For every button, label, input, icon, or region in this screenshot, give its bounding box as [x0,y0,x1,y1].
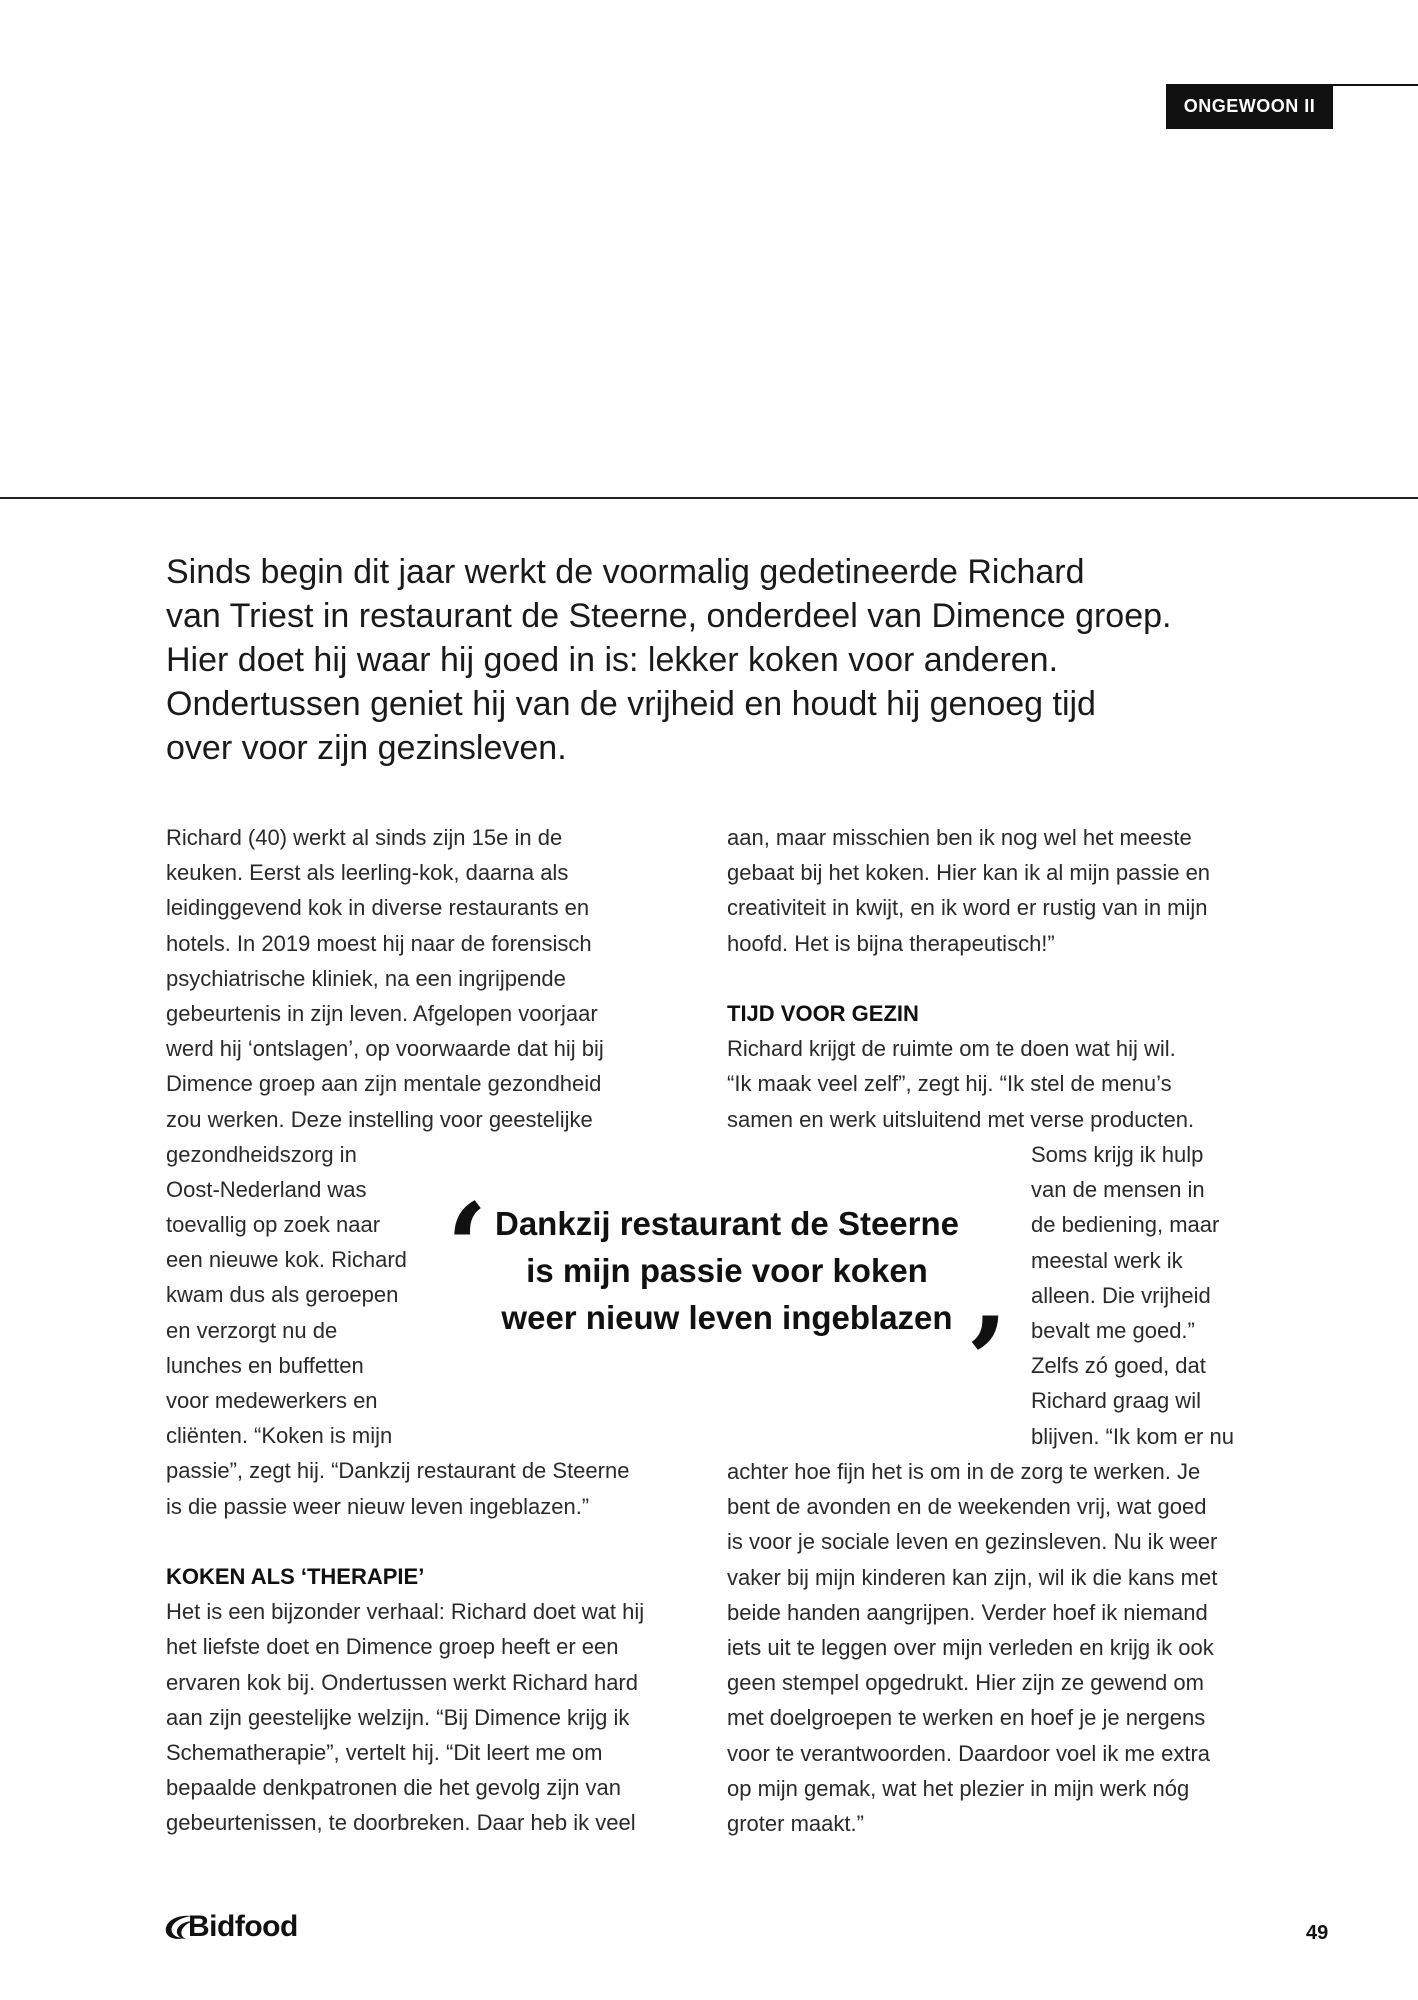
pull-quote-line: is mijn passie voor koken [526,1252,928,1289]
body-line: van de mensen in [1031,1177,1205,1203]
right-column-bottom [727,1454,1217,1841]
body-line: gebaat bij het koken. Hier kan ik al mijn passie en [727,860,1211,886]
right-column-side [1031,1137,1234,1454]
body-line: Richard (40) werkt al sinds zijn 15e in de [166,825,563,850]
body-line: de bediening, maar [1031,1212,1220,1238]
body-line: kwam dus als geroepen [166,1282,399,1308]
body-line: “Ik maak veel zelf”, zegt hij. “Ik stel de menu’s [727,1071,1172,1097]
body-line: keuken. Eerst als leerling-kok, daarna als [166,860,569,886]
right-column-top [727,820,1210,1137]
body-line: samen en werk uitsluitend met verse producten. [727,1106,1195,1132]
body-line: Dimence groep aan zijn mentale gezondheid [166,1071,602,1097]
body-line: toevallig op zoek naar [166,1212,381,1238]
body-line: cliënten. “Koken is mijn [166,1423,393,1449]
pull-quote [448,1200,1006,1341]
body-line: bevalt me goed.” [1031,1317,1195,1343]
intro-line: Sinds begin dit jaar werkt de voormalig gedetineerde Richard [166,553,1085,591]
body-line: creativiteit in kwijt, en ik word er rustig van in mijn [727,895,1208,921]
page-number: 49 [1306,1922,1329,1944]
body-line: Richard graag wil [1031,1388,1201,1414]
logo-text: Bidfood [188,1910,298,1943]
body-line: gebeurtenis in zijn leven. Afgelopen voorjaar [166,1000,598,1026]
body-line: is voor je sociale leven en gezinsleven. Nu ik weer [727,1529,1218,1555]
bidfood-logo [162,1910,298,1944]
body-line: meestal werk ik [1031,1247,1183,1273]
body-line: hoofd. Het is bijna therapeutisch!” [727,930,1055,956]
close-quote-mark: ’ [966,1291,1008,1432]
pull-quote-line: Dankzij restaurant de Steerne [495,1205,959,1242]
intro-line: van Triest in restaurant de Steerne, onderdeel van Dimence groep. [166,597,1172,635]
body-line: alleen. Die vrijheid [1031,1282,1211,1308]
body-line: gebeurtenissen, te doorbreken. Daar heb ik veel [166,1810,636,1836]
body-line: en verzorgt nu de [166,1317,338,1343]
body-line: Zelfs zó goed, dat [1031,1353,1206,1379]
body-line: blijven. “Ik kom er nu [1031,1423,1234,1449]
body-line: bent de avonden en de weekenden vrij, wat goed [727,1494,1207,1520]
body-line: beide handen aangrijpen. Verder hoef ik niemand [727,1599,1208,1625]
body-line: voor te verantwoorden. Daardoor voel ik me extra [727,1740,1211,1766]
section-heading: TIJD VOOR GEZIN [727,1000,919,1026]
section-heading: KOKEN ALS ‘THERAPIE’ [166,1563,425,1589]
body-line: aan, maar misschien ben ik nog wel het meeste [727,825,1192,850]
body-line: iets uit te leggen over mijn verleden en krijg ik ook [727,1634,1214,1660]
body-line: is die passie weer nieuw leven ingeblazen.” [166,1493,590,1519]
intro-line: Hier doet hij waar hij goed in is: lekker koken voor anderen. [166,641,1059,679]
tag-rule [1333,84,1418,86]
body-line: aan zijn geestelijke welzijn. “Bij Dimence krijg ik [166,1704,630,1730]
body-line: een nieuwe kok. Richard [166,1247,407,1273]
section-tag: ONGEWOON II [1166,84,1333,129]
body-line: bepaalde denkpatronen die het gevolg zijn van [166,1775,622,1801]
body-line: passie”, zegt hij. “Dankzij restaurant de Steerne [166,1458,630,1484]
body-line: hotels. In 2019 moest hij naar de forensisch [166,930,592,956]
body-line: met doelgroepen te werken en hoef je je nergens [727,1705,1206,1731]
intro-paragraph [166,550,1256,770]
body-line: voor medewerkers en [166,1388,378,1413]
body-line: groter maakt.” [727,1810,864,1836]
body-line: Soms krijg ik hulp [1031,1142,1204,1167]
open-quote-mark: ‘ [446,1177,488,1318]
body-line: gezondheidszorg in [166,1141,357,1167]
paragraph-gap [727,961,1210,996]
paragraph-gap [166,1524,644,1559]
body-line: zou werken. Deze instelling voor geestelijke [166,1106,593,1132]
body-line: vaker bij mijn kinderen kan zijn, wil ik die kans met [727,1564,1218,1590]
body-line: achter hoe fijn het is om in de zorg te werken. Je [727,1459,1201,1484]
body-line: Het is een bijzonder verhaal: Richard doet wat hij [166,1599,645,1625]
body-line: lunches en buffetten [166,1352,364,1378]
header-divider [0,497,1418,499]
body-line: werd hij ‘ontslagen’, op voorwaarde dat hij bij [166,1036,604,1062]
body-line: leidinggevend kok in diverse restaurants en [166,895,590,921]
intro-line: over voor zijn gezinsleven. [166,729,567,767]
body-line: het liefste doet en Dimence groep heeft er een [166,1634,619,1660]
body-line: geen stempel opgedrukt. Hier zijn ze gewend om [727,1670,1204,1696]
body-line: psychiatrische kliniek, na een ingrijpende [166,965,566,991]
body-line: Oost-Nederland was [166,1176,367,1202]
body-line: ervaren kok bij. Ondertussen werkt Richard hard [166,1669,638,1695]
body-line: Richard krijgt de ruimte om te doen wat hij wil. [727,1036,1176,1062]
body-line: op mijn gemak, wat het plezier in mijn werk nóg [727,1775,1190,1801]
intro-line: Ondertussen geniet hij van de vrijheid en houdt hij genoeg tijd [166,685,1096,723]
pull-quote-line: weer nieuw leven ingeblazen [501,1299,953,1336]
body-line: Schematherapie”, vertelt hij. “Dit leert me om [166,1739,603,1765]
